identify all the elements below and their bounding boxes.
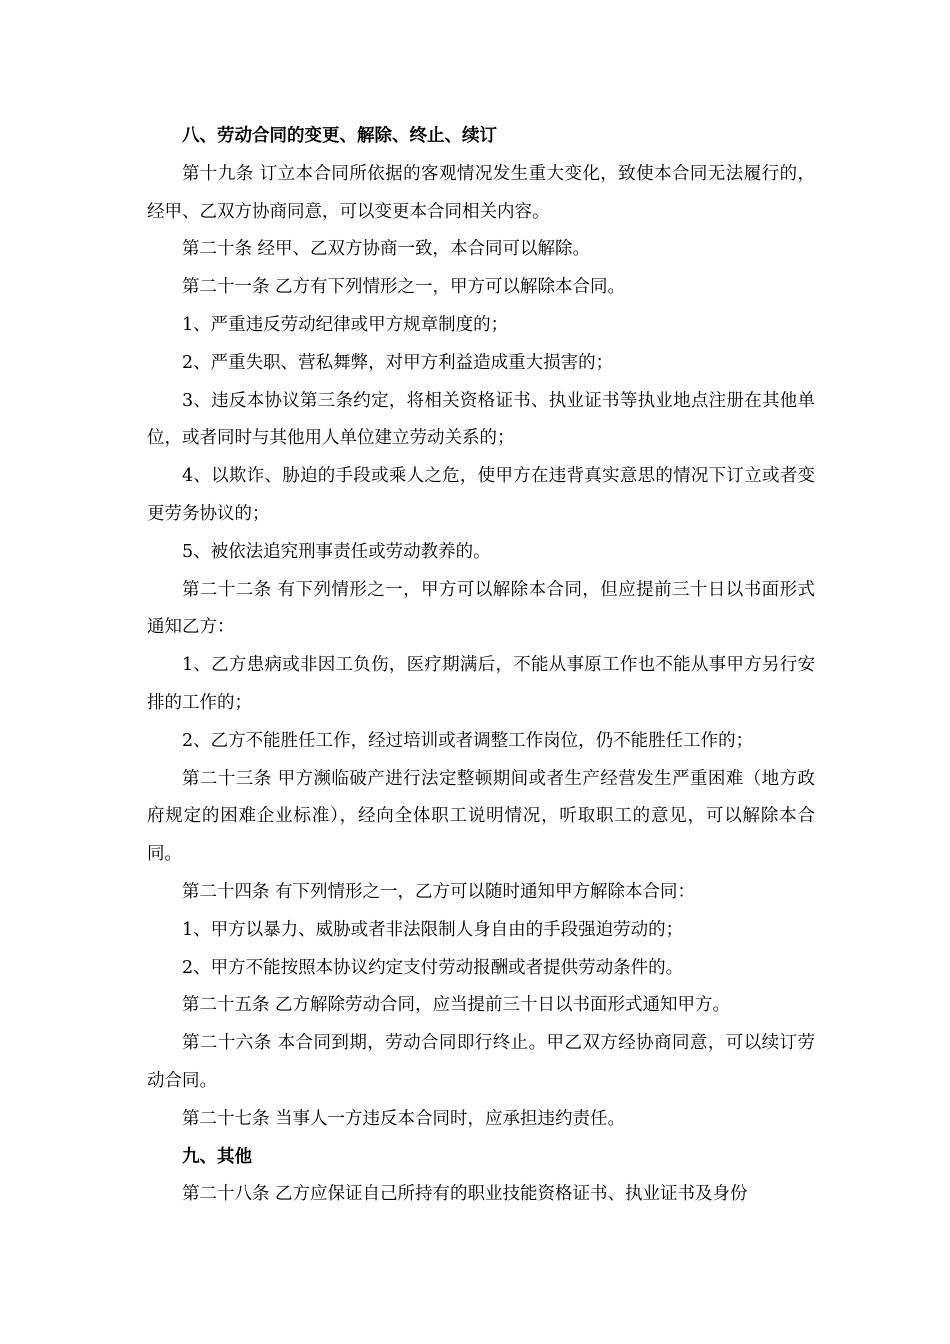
article-21-item-5: 5、被依法追究刑事责任或劳动教养的。 <box>182 541 491 562</box>
article-22-item-1: 1、乙方患病或非因工负伤，医疗期满后，不能从事原工作也不能从事甲方另行安排的工作的； <box>147 655 815 713</box>
article-24-item-2: 2、甲方不能按照本协议约定支付劳动报酬或者提供劳动条件的。 <box>182 957 684 978</box>
article-22: 第二十二条 有下列情形之一，甲方可以解除本合同，但应提前三十日以书面形式通知乙方： <box>147 579 815 638</box>
article-25: 第二十五条 乙方解除劳动合同，应当提前三十日以书面形式通知甲方。 <box>182 995 731 1016</box>
article-22-item-2: 2、乙方不能胜任工作，经过培训或者调整工作岗位，仍不能胜任工作的； <box>182 730 754 751</box>
article-19: 第十九条 订立本合同所依据的客观情况发生重大变化，致使本合同无法履行的，经甲、乙双方协商同意，可以变更本合同相关内容。 <box>147 163 815 222</box>
section-heading-8: 八、劳动合同的变更、解除、终止、续订 <box>182 126 497 146</box>
article-27: 第二十七条 当事人一方违反本合同时，应承担违约责任。 <box>182 1108 626 1129</box>
article-21: 第二十一条 乙方有下列情形之一，甲方可以解除本合同。 <box>182 277 626 298</box>
document-page <box>147 118 815 1214</box>
article-26: 第二十六条 本合同到期，劳动合同即行终止。甲乙双方经协商同意，可以续订劳动合同。 <box>147 1033 815 1091</box>
article-20: 第二十条 经甲、乙双方协商一致，本合同可以解除。 <box>182 239 591 260</box>
article-21-item-1: 1、严重违反劳动纪律或甲方规章制度的； <box>182 314 509 335</box>
section-heading-9: 九、其他 <box>182 1146 252 1167</box>
article-23: 第二十三条 甲方濒临破产进行法定整顿期间或者生产经营发生严重困难（地方政府规定的困难企业标准），经向全体职工说明情况，听取职工的意见，可以解除本合同。 <box>147 768 815 865</box>
article-21-item-4: 4、以欺诈、胁迫的手段或乘人之危，使甲方在违背真实意思的情况下订立或者变更劳务协议的； <box>147 466 815 524</box>
article-28: 第二十八条 乙方应保证自己所持有的职业技能资格证书、执业证书及身份 <box>182 1184 748 1205</box>
article-24: 第二十四条 有下列情形之一，乙方可以随时通知甲方解除本合同： <box>182 881 696 902</box>
article-21-item-3: 3、违反本协议第三条约定，将相关资格证书、执业证书等执业地点注册在其他单位，或者同时与其他用人单位建立劳动关系的； <box>147 390 815 449</box>
article-21-item-2: 2、严重失职、营私舞弊，对甲方利益造成重大损害的； <box>182 352 614 373</box>
article-24-item-1: 1、甲方以暴力、威胁或者非法限制人身自由的手段强迫劳动的； <box>182 919 684 940</box>
